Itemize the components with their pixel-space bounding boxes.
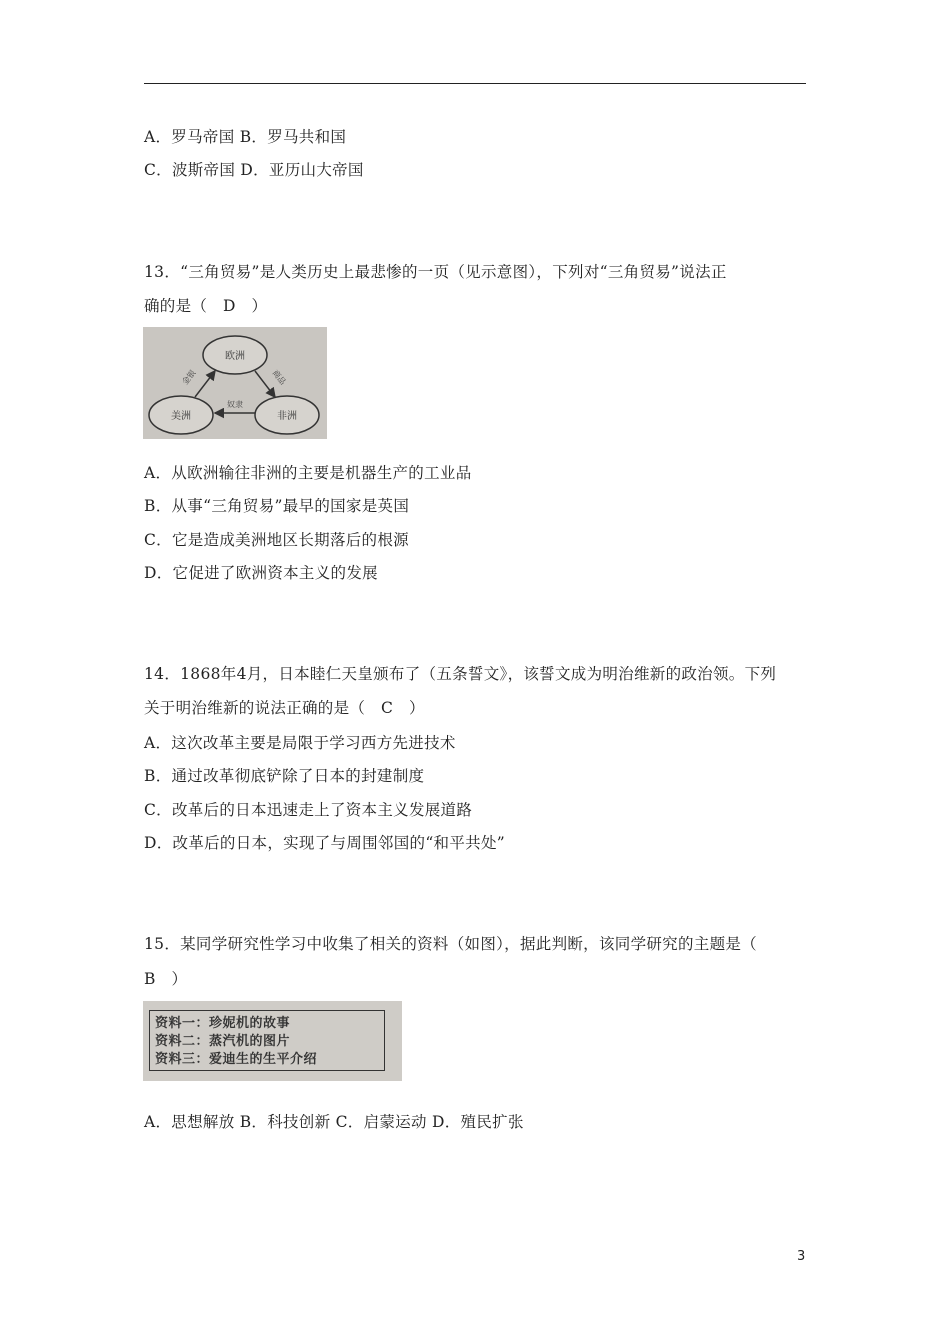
material-item-1: 资料一：珍妮机的故事 [155, 1016, 291, 1031]
edge-label-africa-america: 奴隶 [227, 400, 243, 409]
page-number: 3 [797, 1249, 806, 1264]
q12-options-line2: C．波斯帝国 D．亚历山大帝国 [144, 161, 364, 179]
triangle-trade-svg [143, 327, 327, 439]
q13-option-b: B．从事“三角贸易”最早的国家是英国 [144, 497, 410, 515]
q14-option-c: C．改革后的日本迅速走上了资本主义发展道路 [144, 801, 473, 819]
edge-label-europe-africa: 商品 [270, 368, 288, 387]
arrow-america-europe [195, 371, 215, 397]
q15-stem-line1: 15．某同学研究性学习中收集了相关的资料（如图），据此判断，该同学研究的主题是（ [144, 935, 757, 953]
q13-option-c: C．它是造成美洲地区长期落后的根源 [144, 531, 409, 549]
america-label: 美洲 [171, 411, 191, 422]
q13-stem-line2: 确的是（ D ） [144, 297, 268, 315]
material-item-3: 资料三：爱迪生的生平介绍 [155, 1052, 318, 1067]
q13-option-a: A．从欧洲输往非洲的主要是机器生产的工业品 [144, 464, 472, 482]
africa-label: 非洲 [277, 411, 297, 422]
q14-option-a: A．这次改革主要是局限于学习西方先进技术 [144, 734, 456, 752]
triangle-trade-diagram [143, 327, 327, 439]
q13-option-d: D．它促进了欧洲资本主义的发展 [144, 564, 378, 582]
q14-option-d: D．改革后的日本，实现了与周围邻国的“和平共处” [144, 834, 505, 852]
edge-label-america-europe: 金银 [180, 368, 198, 387]
q12-options-line1: A．罗马帝国 B．罗马共和国 [144, 128, 347, 146]
q14-stem-line2: 关于明治维新的说法正确的是（ C ） [144, 699, 425, 717]
header-rule [144, 83, 806, 84]
q15-options: A．思想解放 B．科技创新 C．启蒙运动 D．殖民扩张 [144, 1113, 524, 1131]
material-item-2: 资料二：蒸汽机的图片 [155, 1034, 291, 1049]
q14-option-b: B．通过改革彻底铲除了日本的封建制度 [144, 767, 425, 785]
q15-stem-line2: B ） [144, 970, 188, 988]
europe-label: 欧洲 [225, 351, 245, 362]
q13-stem-line1: 13．“三角贸易”是人类历史上最悲惨的一页（见示意图），下列对“三角贸易”说法正 [144, 263, 727, 281]
materials-figure [143, 1001, 402, 1081]
q14-stem-line1: 14．1868年4月，日本睦仁天皇颁布了（五条誓文》，该誓文成为明治维新的政治领。下列 [144, 665, 777, 683]
